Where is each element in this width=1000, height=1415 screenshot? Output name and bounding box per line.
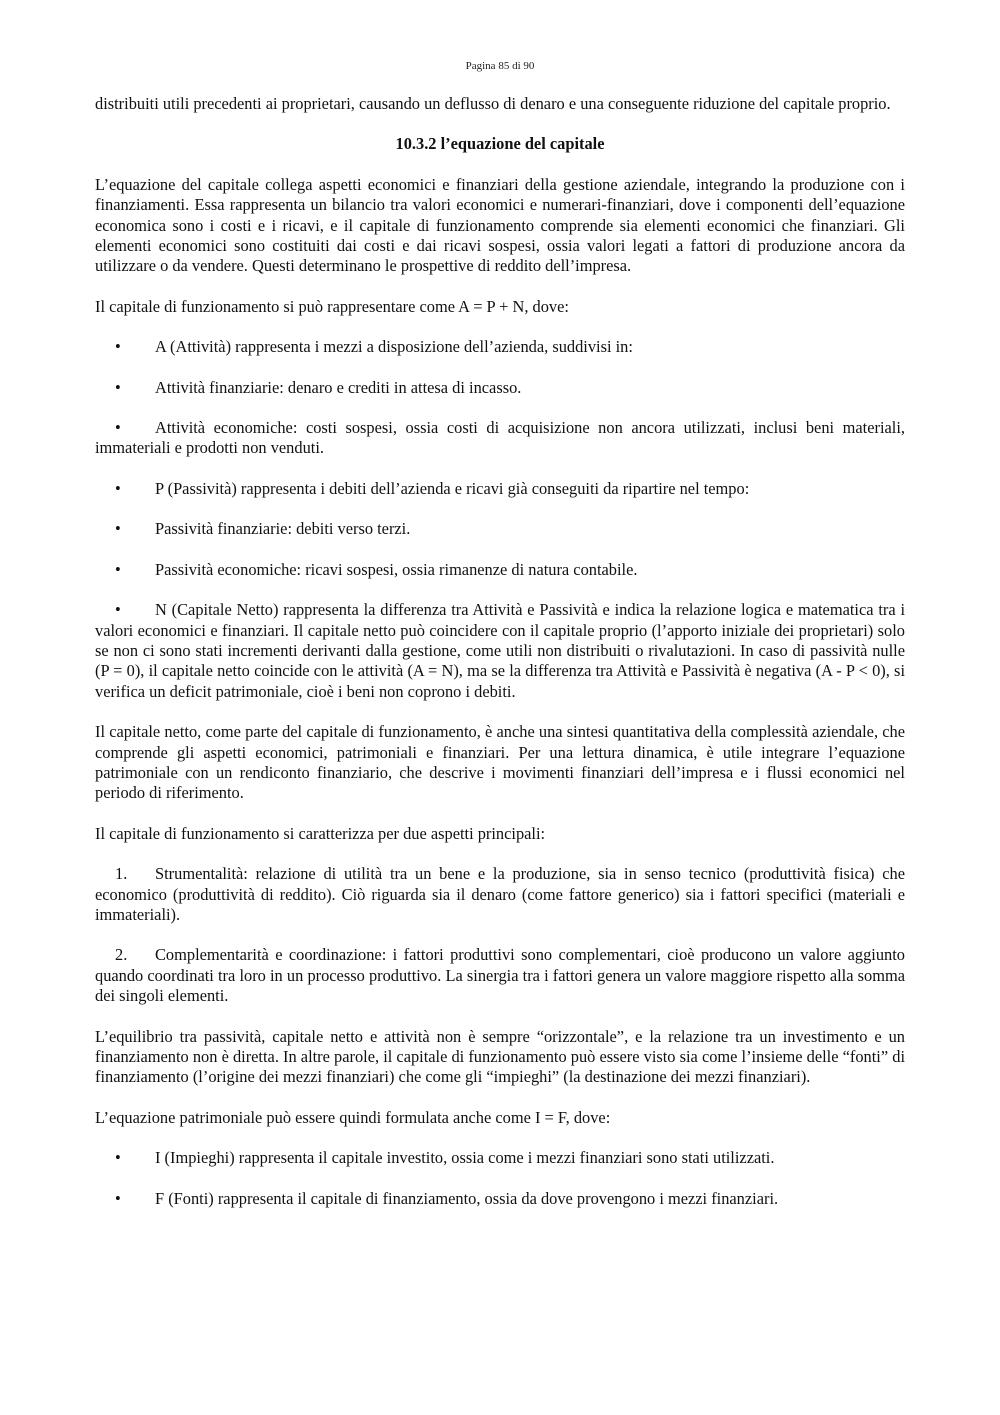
list-item-text: A (Attività) rappresenta i mezzi a disposizione dell’azienda, suddivisi in:	[155, 337, 633, 357]
list-item-text: Passività economiche: ricavi sospesi, ossia rimanenze di natura contabile.	[155, 559, 638, 579]
paragraph-a-p-n: Il capitale di funzionamento si può rappresentare come A = P + N, dove:	[95, 296, 569, 316]
bullet-marker: •	[115, 377, 121, 397]
paragraph-i-f: L’equazione patrimoniale può essere quindi formulata anche come I = F, dove:	[95, 1107, 611, 1127]
list-item-text: P (Passività) rappresenta i debiti dell’azienda e ricavi già conseguiti da ripartire nel tempo:	[155, 478, 750, 498]
number-marker: 1.	[115, 864, 128, 884]
list-item-text: N (Capitale Netto) rappresenta la differenza tra Attività e Passività e indica la relazione logica e matematica tra i valori economici e finanziari. Il capitale netto può coincidere con il capitale proprio (l’apporto iniziale dei proprietari) solo se non ci sono stati incrementi derivanti dalla gestione, come utili non distribuiti o rivalutazioni. In caso di passività nulle (P = 0), il capitale netto coincide con le attività (A = N), ma se la differenza tra Attività e Passività è negativa (A - P < 0), si verifica un deficit patrimoniale, cioè i beni non coprono i debiti.	[95, 600, 905, 701]
bullet-marker: •	[115, 478, 121, 498]
list-item-text: Attività economiche: costi sospesi, ossia costi di acquisizione non ancora utilizzati, inclusi beni materiali, immateriali e prodotti non venduti.	[95, 418, 905, 458]
list-item-attivita-economiche	[95, 418, 905, 459]
bullet-marker: •	[115, 519, 121, 539]
intro-paragraph: distribuiti utili precedenti ai proprietari, causando un deflusso di denaro e una conseguente riduzione del capitale proprio.	[95, 94, 891, 113]
numbered-item-text: Complementarità e coordinazione: i fattori produttivi sono complementari, cioè producono un valore aggiunto quando coordinati tra loro in un processo produttivo. La sinergia tra i fattori genera un valore maggiore rispetto alla somma dei singoli elementi.	[95, 945, 905, 1006]
paragraph-equilibrio: L’equilibrio tra passività, capitale netto e attività non è sempre “orizzontale”, e la relazione tra un investimento e un finanziamento non è diretta. In altre parole, il capitale di funzionamento può essere visto sia come l’insieme delle “fonti” di finanziamento (l’origine dei mezzi finanziari) che come gli “impieghi” (la destinazione dei mezzi finanziari).	[95, 1026, 905, 1087]
list-item-text: F (Fonti) rappresenta il capitale di finanziamento, ossia da dove provengono i mezzi finanziari.	[155, 1188, 779, 1208]
bullet-marker: •	[115, 337, 121, 357]
list-item-passivita	[95, 479, 905, 499]
list-item-impieghi	[95, 1148, 905, 1168]
list-item-text: Attività finanziarie: denaro e crediti in attesa di incasso.	[155, 377, 522, 397]
section-title: 10.3.2 l’equazione del capitale	[395, 134, 605, 154]
numbered-item-complementarita	[95, 945, 905, 1006]
list-item-passivita-finanziarie	[95, 519, 905, 539]
bullet-marker: •	[115, 418, 121, 438]
list-item-capitale-netto	[95, 600, 905, 702]
bullet-marker: •	[115, 559, 121, 579]
bullet-marker: •	[115, 1148, 121, 1168]
list-item-text: Passività finanziarie: debiti verso terzi.	[155, 519, 411, 539]
paragraph-equation-intro: L’equazione del capitale collega aspetti economici e finanziari della gestione aziendale, integrando la produzione con i finanziamenti. Essa rappresenta un bilancio tra valori economici e numerari-finanziari, dove i componenti dell’equazione economica sono i costi e i ricavi, e il capitale di funzionamento comprende sia elementi economici che finanziari. Gli elementi economici sono costituiti dai costi e dai ricavi sospesi, ossia valori legati a fattori di produzione ancora da utilizzare o da vendere. Questi determinano le prospettive di reddito dell’impresa.	[95, 174, 905, 276]
page-number: Pagina 85 di 90	[465, 60, 535, 72]
list-item-passivita-economiche	[95, 560, 905, 580]
bullet-marker: •	[115, 1188, 121, 1208]
list-item-attivita	[95, 337, 905, 357]
bullet-marker: •	[115, 600, 121, 620]
document-body	[95, 94, 905, 1229]
list-item-attivita-finanziarie	[95, 378, 905, 398]
number-marker: 2.	[115, 945, 128, 965]
numbered-item-text: Strumentalità: relazione di utilità tra un bene e la produzione, sia in senso tecnico (produttività fisica) che economico (produttività di reddito). Ciò riguarda sia il denaro (come fattore generico) sia i fattori specifici (materiali e immateriali).	[95, 864, 905, 924]
list-item-text: I (Impieghi) rappresenta il capitale investito, ossia come i mezzi finanziari sono stati utilizzati.	[155, 1148, 775, 1168]
paragraph-capitale-netto: Il capitale netto, come parte del capitale di funzionamento, è anche una sintesi quantitativa della complessità aziendale, che comprende gli aspetti economici, patrimoniali e finanziari. Per una lettura dinamica, è utile integrare l’equazione patrimoniale con un rendiconto finanziario, che descrive i movimenti finanziari dell’impresa e i flussi economici nel periodo di riferimento.	[95, 722, 905, 803]
numbered-item-strumentalita	[95, 864, 905, 925]
list-item-fonti	[95, 1189, 905, 1209]
paragraph-aspetti-principali: Il capitale di funzionamento si caratterizza per due aspetti principali:	[95, 823, 546, 843]
